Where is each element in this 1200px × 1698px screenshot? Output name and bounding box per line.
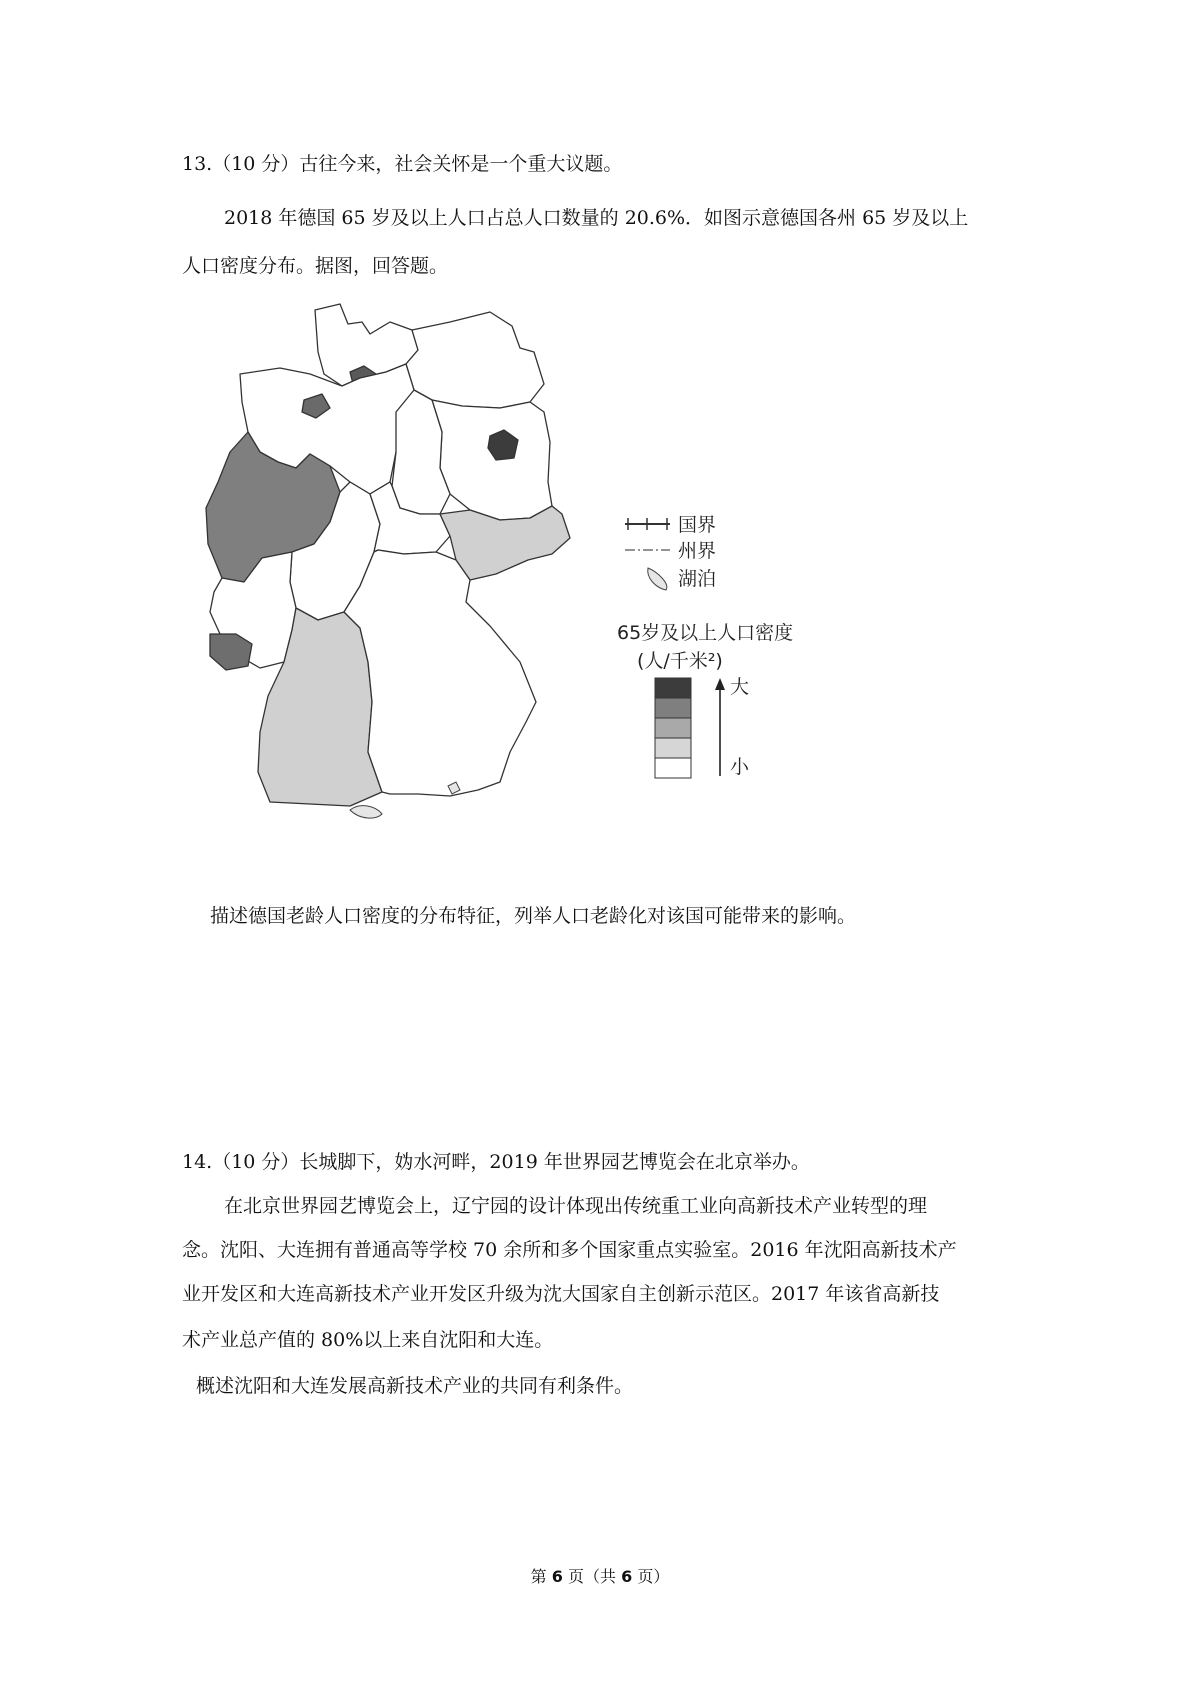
q14-paragraph-line-2: 念。沈阳、大连拥有普通高等学校 70 余所和多个国家重点实验室。2016 年沈阳高新技术产 [182, 1239, 957, 1261]
legend-shade-1 [655, 678, 691, 698]
legend-low-label: 小 [730, 756, 750, 778]
legend-shade-4 [655, 738, 691, 758]
q14-paragraph-line-3: 业开发区和大连高新技术产业开发区升级为沈大国家自主创新示范区。2017 年该省高新技 [182, 1283, 940, 1305]
legend-state-border-label: 州界 [678, 540, 717, 562]
legend-national-border-label: 国界 [678, 514, 717, 536]
legend-density-unit: (人/千米²) [637, 650, 723, 672]
state-mecklenburg-vorpommern [406, 312, 544, 408]
page-footer [0, 1564, 1200, 1587]
state-saarland [210, 634, 252, 670]
legend-shade-3 [655, 718, 691, 738]
q13-question: 描述德国老龄人口密度的分布特征，列举人口老龄化对该国可能带来的影响。 [210, 905, 857, 927]
q13-stem: 13.（10 分）古往今来，社会关怀是一个重大议题。 [182, 153, 623, 175]
state-bavaria [344, 550, 536, 796]
q14-stem: 14.（10 分）长城脚下，妫水河畔，2019 年世界园艺博览会在北京举办。 [182, 1151, 810, 1173]
q14-paragraph-line-4: 术产业总产值的 80%以上来自沈阳和大连。 [182, 1329, 554, 1351]
footer-prefix: 第 [530, 1567, 547, 1586]
q13-paragraph-line-2: 人口密度分布。据图，回答题。 [182, 255, 449, 277]
germany-elderly-density-map [200, 282, 840, 882]
footer-page-number: 6 [551, 1567, 563, 1586]
q14-question: 概述沈阳和大连发展高新技术产业的共同有利条件。 [196, 1375, 634, 1397]
legend-high-label: 大 [730, 676, 750, 698]
footer-mid: 页（共 [567, 1567, 616, 1586]
legend-shade-5 [655, 758, 691, 778]
lake-icon [350, 806, 382, 818]
legend-shade-2 [655, 698, 691, 718]
footer-total-pages: 6 [621, 1567, 633, 1586]
footer-suffix: 页） [637, 1567, 670, 1586]
state-brandenburg [432, 400, 552, 520]
legend-density-title: 65岁及以上人口密度 [617, 622, 794, 644]
lake-symbol [648, 568, 667, 590]
legend-arrow-head [715, 678, 725, 690]
germany-map [206, 304, 570, 806]
q14-paragraph-line-1: 在北京世界园艺博览会上，辽宁园的设计体现出传统重工业向高新技术产业转型的理 [224, 1195, 928, 1217]
q13-paragraph-line-1: 2018 年德国 65 岁及以上人口占总人口数量的 20.6%．如图示意德国各州 65 岁及以上 [224, 207, 969, 229]
legend-symbols [617, 514, 793, 778]
legend-lake-label: 湖泊 [678, 568, 717, 590]
